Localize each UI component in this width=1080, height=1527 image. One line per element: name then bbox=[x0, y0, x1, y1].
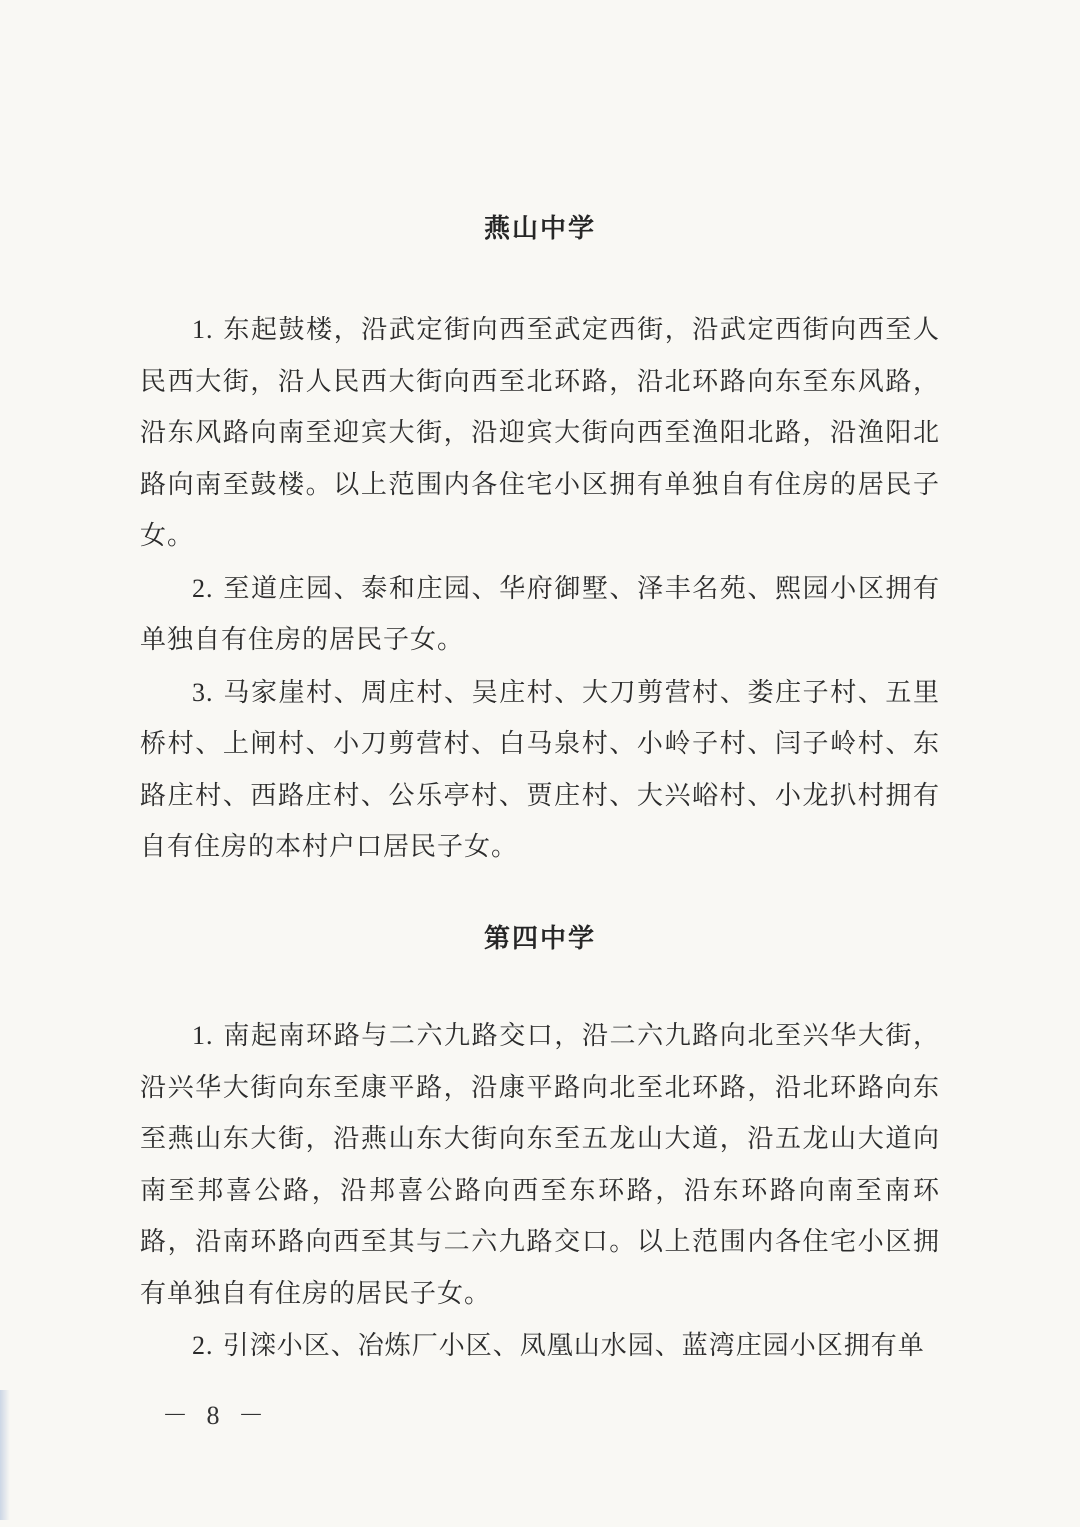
paragraph-text: 东起鼓楼，沿武定街向西至武定西街，沿武定西街向西至人民西大街，沿人民西大街向西至北环路，沿北环路向东至东风路，沿东风路向南至迎宾大街，沿迎宾大街向西至渔阳北路，沿渔阳北路向南至鼓楼。以上范围内各住宅小区拥有单独自有住房的居民子女。 bbox=[140, 315, 940, 551]
section-body-disi bbox=[140, 1010, 940, 1373]
paragraph bbox=[140, 1010, 940, 1320]
paragraph-number: 2. bbox=[192, 1331, 214, 1360]
scan-edge-artifact bbox=[0, 1390, 10, 1520]
paragraph-number: 3. bbox=[192, 677, 214, 707]
section-title-yanshan: 燕山中学 bbox=[483, 214, 596, 244]
paragraph bbox=[140, 1320, 940, 1373]
paragraph-text: 马家崖村、周庄村、吴庄村、大刀剪营村、娄庄子村、五里桥村、上闸村、小刀剪营村、白马泉村、小岭子村、闫子岭村、东路庄村、西路庄村、公乐亭村、贾庄村、大兴峪村、小龙扒村拥有自有住房的本村户口居民子女。 bbox=[140, 677, 940, 862]
section-body-yanshan bbox=[140, 304, 940, 874]
paragraph-text: 至道庄园、泰和庄园、华府御墅、泽丰名苑、熙园小区拥有单独自有住房的居民子女。 bbox=[140, 573, 940, 655]
paragraph-number: 1. bbox=[192, 1021, 214, 1050]
paragraph bbox=[140, 304, 940, 563]
paragraph-number: 1. bbox=[192, 315, 214, 344]
page-number: － 8 － bbox=[162, 1401, 271, 1430]
paragraph-text: 南起南环路与二六九路交口，沿二六九路向北至兴华大街，沿兴华大街向东至康平路，沿康平路向北至北环路，沿北环路向东至燕山东大街，沿燕山东大街向东至五龙山大道，沿五龙山大道向南至邦喜公路，沿邦喜公路向西至东环路，沿东环路向南至南环路，沿南环路向西至其与二六九路交口。以上范围内各住宅小区拥有单独自有住房的居民子女。 bbox=[140, 1021, 940, 1309]
paragraph-text: 引滦小区、冶炼厂小区、凤凰山水园、蓝湾庄园小区拥有单 bbox=[222, 1331, 925, 1361]
paragraph bbox=[140, 563, 940, 667]
paragraph-number: 2. bbox=[192, 573, 214, 603]
paragraph bbox=[140, 667, 940, 874]
section-title-disi: 第四中学 bbox=[483, 924, 596, 954]
